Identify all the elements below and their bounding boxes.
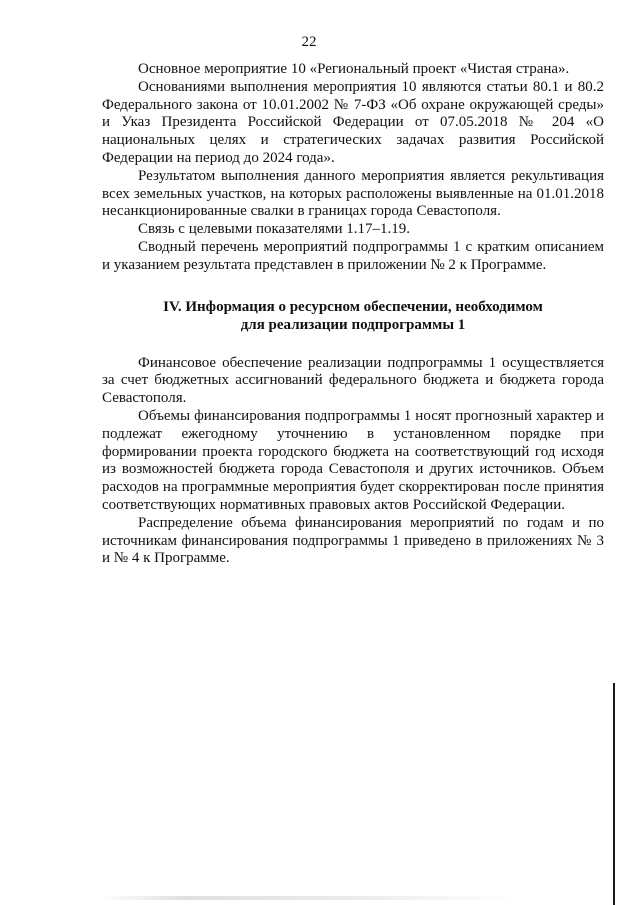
section-heading-line: IV. Информация о ресурсном обеспечении, необходимом xyxy=(163,298,543,315)
section-heading-line: для реализации подпрограммы 1 xyxy=(240,316,466,333)
paragraph: Результатом выполнения данного мероприятия является рекультивация всех земельных участков, на которых расположены выявленные на 01.01.2018 несанкционированные свалки в границах города Севастополя. xyxy=(102,167,604,220)
document-body xyxy=(102,61,604,568)
page-number: 22 xyxy=(301,34,317,50)
paragraph: Финансовое обеспечение реализации подпрограммы 1 осуществляется за счет бюджетных ассигнований федерального бюджета и бюджета города Севастополя. xyxy=(102,354,604,407)
paragraph: Объемы финансирования подпрограммы 1 носят прогнозный характер и подлежат ежегодному уточнению в установленном порядке при формировании проекта городского бюджета на соответствующий год исходя из возможностей бюджета города Севастополя и других источников. Объем расходов на программные мероприятия будет скорректирован после принятия соответствующих нормативных правовых актов Российской Федерации. xyxy=(102,407,604,513)
paragraph: Основное мероприятие 10 «Региональный проект «Чистая страна». xyxy=(138,61,570,77)
paragraph: Связь с целевыми показателями 1.17–1.19. xyxy=(138,221,411,238)
scan-margin-line xyxy=(613,683,615,905)
paragraph: Распределение объема финансирования мероприятий по годам и по источникам финансирования подпрограммы 1 приведено в приложениях № 3 и № 4 к Программе. xyxy=(102,514,604,567)
scan-bottom-artifact xyxy=(100,896,520,900)
section-heading xyxy=(102,298,604,334)
paragraph: Основаниями выполнения мероприятия 10 являются статьи 80.1 и 80.2 Федерального закона от 10.01.2002 № 7-ФЗ «Об охране окружающей среды» и Указ Президента Российской Федерации от 07.05.2018 № 204 «О национальных целях и стратегических задачах развития Российской Федерации на период до 2024 года». xyxy=(102,78,604,166)
paragraph: Сводный перечень мероприятий подпрограммы 1 с кратким описанием и указанием результата представлен в приложении № 2 к Программе. xyxy=(102,238,604,273)
